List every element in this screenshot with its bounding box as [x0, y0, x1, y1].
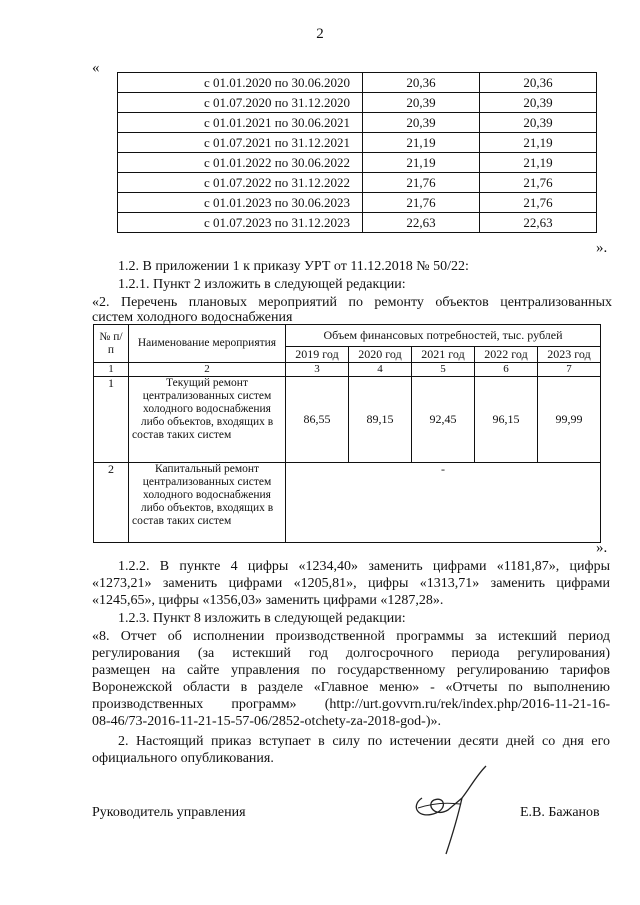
row1-value-2020: 89,15: [349, 377, 412, 463]
rates-row: [118, 113, 597, 133]
year-header: 2019 год: [286, 347, 349, 363]
p122-line: 1.2.2. В пункте 4 цифры «1234,40» заменить цифрами «1181,87», цифры: [118, 559, 610, 574]
p8-line: размещен на сайте управления по государственному регулированию тарифов: [92, 663, 610, 678]
rates-value-2: 20,39: [480, 113, 597, 133]
year-header: 2023 год: [538, 347, 601, 363]
rates-value-2: 22,63: [480, 213, 597, 233]
rates-row: [118, 93, 597, 113]
signatory-name: Е.В. Бажанов: [520, 805, 600, 820]
rates-value-2: 20,36: [480, 73, 597, 93]
paragraph-1-2-3: 1.2.3. Пункт 8 изложить в следующей редакции:: [118, 611, 406, 626]
rates-row: [118, 73, 597, 93]
rates-value-1: 21,19: [363, 153, 480, 173]
p2-line: 2. Настоящий приказ вступает в силу по истечении десяти дней со дня его: [118, 734, 610, 749]
section-1-2-1: 1.2.1. Пункт 2 изложить в следующей редакции:: [118, 277, 406, 292]
rates-period: с 01.01.2021 по 30.06.2021: [118, 113, 363, 133]
rates-value-1: 21,19: [363, 133, 480, 153]
row2-value: -: [286, 463, 601, 543]
rates-value-1: 21,76: [363, 173, 480, 193]
rates-period: с 01.07.2022 по 31.12.2022: [118, 173, 363, 193]
rates-row: [118, 213, 597, 233]
row1-value-2023: 99,99: [538, 377, 601, 463]
quote-close: ».: [596, 240, 608, 256]
rates-value-1: 20,39: [363, 113, 480, 133]
row2-name: Капитальный ремонт централизованных систем холодного водоснабжения либо объектов, входящих в состав таких систем: [129, 463, 286, 543]
rates-table: [117, 72, 597, 233]
column-number: 5: [412, 363, 475, 377]
p8-line: «8. Отчет об исполнении производственной программы за истекший период: [92, 629, 610, 644]
paragraph-2: [92, 733, 610, 767]
section-1-2: 1.2. В приложении 1 к приказу УРТ от 11.12.2018 № 50/22:: [118, 259, 469, 274]
rates-row: [118, 193, 597, 213]
rates-value-2: 21,19: [480, 153, 597, 173]
rates-value-2: 21,19: [480, 133, 597, 153]
row1-value-2021: 92,45: [412, 377, 475, 463]
row1-no: 1: [94, 377, 129, 463]
rates-period: с 01.01.2022 по 30.06.2022: [118, 153, 363, 173]
column-number: 7: [538, 363, 601, 377]
year-header: 2020 год: [349, 347, 412, 363]
col-name-header: Наименование мероприятия: [129, 325, 286, 363]
rates-row: [118, 153, 597, 173]
rates-value-1: 22,63: [363, 213, 480, 233]
rates-row: [118, 173, 597, 193]
p122-line: «1245,65», цифры «1356,03» заменить цифрами «1287,28».: [92, 593, 444, 608]
row1-value-2022: 96,15: [475, 377, 538, 463]
item2-title-line2: систем холодного водоснабжения: [92, 310, 293, 325]
p8-line: производственных программ» (http://urt.govvrn.ru/rek/index.php/2016-11-21-16-: [92, 697, 610, 712]
p8-line: регулирования (за истекший год долгосрочного периода регулирования): [92, 646, 610, 661]
rates-period: с 01.01.2020 по 30.06.2020: [118, 73, 363, 93]
year-header: 2022 год: [475, 347, 538, 363]
rates-period: с 01.07.2020 по 31.12.2020: [118, 93, 363, 113]
page-number: 2: [316, 26, 324, 42]
rates-period: с 01.07.2023 по 31.12.2023: [118, 213, 363, 233]
rates-value-1: 20,39: [363, 93, 480, 113]
item2-title-line1: «2. Перечень плановых мероприятий по ремонту объектов централизованных: [92, 295, 612, 310]
signatory-title: Руководитель управления: [92, 805, 246, 820]
rates-value-1: 21,76: [363, 193, 480, 213]
rates-period: с 01.07.2021 по 31.12.2021: [118, 133, 363, 153]
column-number: 1: [94, 363, 129, 377]
volume-header: Объем финансовых потребностей, тыс. рублей: [286, 325, 601, 347]
rates-value-2: 21,76: [480, 173, 597, 193]
paragraph-8: [92, 628, 610, 730]
p8-line: Воронежской области в разделе «Главное меню» - «Отчеты по выполнению: [92, 680, 610, 695]
plan-table: [93, 324, 601, 543]
rates-value-1: 20,36: [363, 73, 480, 93]
rates-value-2: 20,39: [480, 93, 597, 113]
column-number: 2: [129, 363, 286, 377]
paragraph-1-2-2: [92, 558, 610, 609]
row2-no: 2: [94, 463, 129, 543]
handwritten-signature: [400, 758, 510, 858]
rates-value-2: 21,76: [480, 193, 597, 213]
rates-period: с 01.01.2023 по 30.06.2023: [118, 193, 363, 213]
row1-value-2019: 86,55: [286, 377, 349, 463]
column-number: 6: [475, 363, 538, 377]
column-number: 3: [286, 363, 349, 377]
column-number: 4: [349, 363, 412, 377]
p2-line: официального опубликования.: [92, 751, 274, 766]
p122-line: «1273,21» заменить цифрами «1205,81», цифры «1313,71» заменить цифрами: [92, 576, 610, 591]
rates-row: [118, 133, 597, 153]
year-header: 2021 год: [412, 347, 475, 363]
col-no-header: № п/п: [94, 325, 129, 363]
row1-name: Текущий ремонт централизованных систем холодного водоснабжения либо объектов, входящих в состав таких систем: [129, 377, 286, 463]
quote-open: «: [92, 60, 100, 76]
table-close-quote: ».: [596, 540, 608, 556]
p8-line: 08-46/73-2016-11-21-15-57-06/2852-otchety-za-2018-god-)».: [92, 714, 442, 729]
